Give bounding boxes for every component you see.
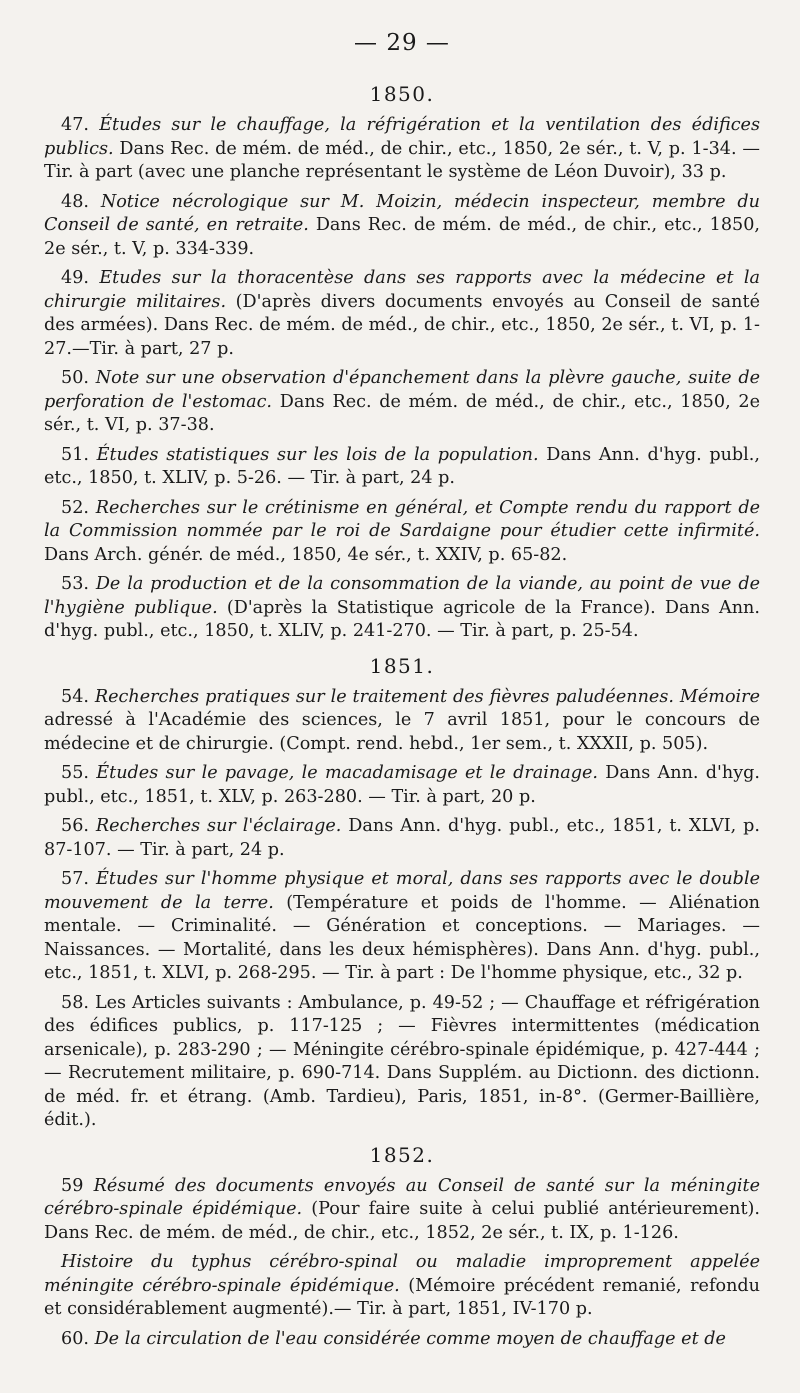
entry-title: Recherches sur l'éclairage. bbox=[95, 816, 342, 836]
entry-number: 57. bbox=[61, 869, 97, 889]
section-year: 1850. bbox=[369, 82, 435, 106]
entry-58 bbox=[44, 992, 760, 1133]
entry-60 bbox=[44, 1328, 760, 1352]
entry-reference: (Température et poids de l'homme. — Aliénation mentale. — Criminalité. — Génération et conceptions. — Mariages. — Naissances. — Mortalité, dans les deux hémisphères). Dans Ann. d'hyg. publ., etc., 1851, t. XLVI, p. 268-295. — Tir. à part : De l'homme physique, etc., 32 p. bbox=[44, 892, 760, 983]
entry-reference: Dans Ann. d'hyg. publ., etc., 1851, t. XLVI, p. 87-107. — Tir. à part, 24 p. bbox=[44, 816, 760, 860]
entry-reference: Dans Rec. de mém. de méd., de chir., etc., 1850, 2e sér., t. V, p. 334-339. bbox=[44, 215, 760, 259]
entry-reference: Dans Arch. génér. de méd., 1850, 4e sér., t. XXIV, p. 65-82. bbox=[44, 544, 568, 565]
entry-reference: (D'après la Statistique agricole de la France). Dans Ann. d'hyg. publ., etc., 1850, t. XLIV, p. 241-270. — Tir. à part, p. 25-54. bbox=[44, 597, 760, 641]
entry-number: 51. bbox=[61, 444, 97, 465]
entry-number: 52. bbox=[61, 497, 96, 518]
entry-53 bbox=[44, 573, 760, 644]
entry-number: 50. bbox=[61, 368, 96, 388]
entry-52 bbox=[44, 497, 760, 568]
entry-number: 54. bbox=[61, 686, 95, 707]
entry-title: Résumé des documents envoyés au Conseil de santé sur la méningite cérébro-spinale épidémique. bbox=[44, 1175, 760, 1219]
entry-title: Histoire du typhus cérébro-spinal ou maladie improprement appelée méningite cérébro-spinale épidémique. bbox=[44, 1252, 760, 1296]
entry-48 bbox=[44, 191, 760, 262]
entry-50 bbox=[44, 367, 760, 438]
entry-reference: Dans Rec. de mém. de méd., de chir., etc., 1850, 2e sér., t. VI, p. 37-38. bbox=[44, 391, 760, 435]
entry-number: 49. bbox=[61, 268, 100, 288]
entry-59 bbox=[44, 1175, 760, 1246]
entry-title: Études sur le pavage, le macadamisage et le drainage. bbox=[96, 763, 598, 783]
entry-number: 53. bbox=[61, 574, 96, 594]
entry-number: 47. bbox=[61, 115, 100, 135]
entry-54 bbox=[44, 686, 760, 757]
entry-59-reprint bbox=[44, 1251, 760, 1322]
entry-title: Etudes sur la thoracentèse dans ses rapports avec la médecine et la chirurgie militaires. bbox=[44, 268, 760, 312]
entry-title: Recherches sur le crétinisme en général, et Compte rendu du rapport de la Commission nommée par le roi de Sardaigne pour étudier cette infirmité. bbox=[44, 497, 761, 541]
entry-title: Notice nécrologique sur M. Moizin, médecin inspecteur, membre du Conseil de santé, en retraite. bbox=[44, 191, 760, 235]
section-year: 1851. bbox=[369, 653, 435, 678]
entry-reference: adressé à l'Académie des sciences, le 7 avril 1851, pour le concours de médecine et de chirurgie. (Compt. rend. hebd., 1er sem., t. XXXII, p. 505). bbox=[44, 710, 760, 754]
entry-title: Études statistiques sur les lois de la population. bbox=[96, 444, 539, 465]
entry-number: 59 bbox=[61, 1175, 94, 1196]
entry-57 bbox=[44, 868, 760, 986]
entry-reference: Dans Rec. de mém. de méd., de chir., etc., 1850, 2e sér., t. V, p. 1-34. — Tir. à part (avec une planche représentant le système de Léon Duvoir), 33 p. bbox=[44, 138, 760, 182]
entry-reference: (D'après divers documents envoyés au Conseil de santé des armées). Dans Rec. de mém. de méd., de chir., etc., 1850, 2e sér., t. VI, p. 1-27.—Tir. à part, 27 p. bbox=[44, 291, 760, 359]
entry-reference: Dans Ann. d'hyg. publ., etc., 1850, t. XLIV, p. 5-26. — Tir. à part, 24 p. bbox=[44, 444, 760, 488]
entry-55 bbox=[44, 762, 760, 809]
entry-51 bbox=[44, 444, 760, 491]
entry-reference: Dans Ann. d'hyg. publ., etc., 1851, t. XLV, p. 263-280. — Tir. à part, 20 p. bbox=[44, 763, 761, 807]
entry-number: 55. bbox=[61, 763, 97, 783]
section-year: 1852. bbox=[369, 1142, 435, 1167]
entry-title: De la production et de la consommation de la viande, au point de vue de l'hygiène publique. bbox=[44, 574, 760, 618]
entry-number: 60. bbox=[61, 1328, 95, 1349]
entry-number: 48. bbox=[61, 191, 101, 212]
entry-reference: Les Articles suivants : Ambulance, p. 49-52 ; — Chauffage et réfrigération des édifices publics, p. 117-125 ; — Fièvres intermittentes (médication arsenicale), p. 283-290 ; — Méningite cérébro-spinale épidémique, p. 427-444 ; — Recrutement militaire, p. 690-714. Dans Supplém. au Dictionn. des dictionn. de méd. fr. et étrang. (Amb. Tardieu), Paris, 1851, in-8°. (Germer-Baillière, édit.). bbox=[44, 992, 760, 1130]
entry-title: De la circulation de l'eau considérée comme moyen de chauffage et de bbox=[94, 1328, 726, 1349]
entry-title: Études sur le chauffage, la réfrigération et la ventilation des édifices publics. bbox=[44, 115, 760, 159]
entry-49 bbox=[44, 267, 760, 361]
entry-reference: (Pour faire suite à celui publié antérieurement). Dans Rec. de mém. de méd., de chir., etc., 1852, 2e sér., t. IX, p. 1-126. bbox=[44, 1199, 760, 1243]
entry-number: 56. bbox=[61, 816, 96, 836]
entry-56 bbox=[44, 815, 760, 862]
entry-47 bbox=[44, 114, 760, 185]
page-number: — 29 — bbox=[354, 30, 450, 56]
document-page bbox=[44, 30, 760, 1357]
entry-title: Recherches pratiques sur le traitement des fièvres paludéennes. Mémoire bbox=[94, 686, 760, 707]
entry-title: Note sur une observation d'épanchement dans la plèvre gauche, suite de perforation de l'estomac. bbox=[44, 368, 760, 412]
entry-title: Études sur l'homme physique et moral, dans ses rapports avec le double mouvement de la terre. bbox=[44, 869, 760, 913]
entry-number: 58. bbox=[61, 992, 95, 1013]
entry-reference: (Mémoire précédent remanié, refondu et considérablement augmenté).— Tir. à part, 1851, IV-170 p. bbox=[44, 1275, 760, 1319]
